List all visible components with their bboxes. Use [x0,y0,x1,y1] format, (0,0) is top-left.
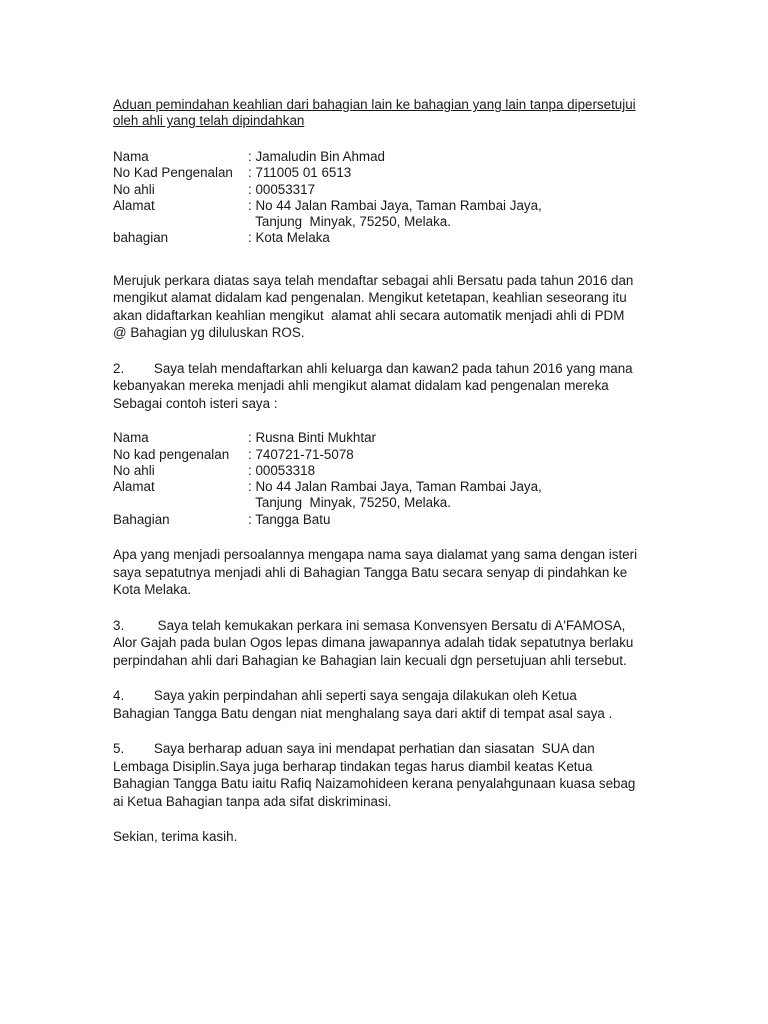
paragraph-line: perpindahan ahli dari Bahagian ke Bahagian lain kecuali dgn persetujuan ahli tersebut. [113,652,627,668]
paragraph-intro [113,272,713,342]
paragraph-line: ai Ketua Bahagian tanpa ada sifat diskriminasi. [113,793,392,809]
detail-label: Alamat [113,197,155,213]
detail-value: Tanjung Minyak, 75250, Melaka. [248,214,451,230]
paragraph-3 [113,617,713,670]
detail-value: : 00053318 [248,462,316,478]
detail-label: No ahli [113,181,155,197]
paragraph-line: kebanyakan mereka menjadi ahli mengikut alamat didalam kad pengenalan mereka [113,378,609,394]
detail-row-address [113,198,713,214]
letter-title [113,97,713,129]
paragraph-2 [113,360,713,413]
detail-label: Alamat [113,479,155,495]
detail-label: Nama [113,149,149,164]
detail-value: : 00053317 [248,181,316,197]
letter-page [113,97,713,846]
detail-label: No kad pengenalan [113,446,230,462]
detail-label: Nama [113,430,149,446]
paragraph-line: Bahagian Tangga Batu dengan niat menghalang saya dari aktif di tempat asal saya . [113,705,613,721]
paragraph-line: Apa yang menjadi persoalannya mengapa nama saya dialamat yang sama dengan isteri [113,547,638,563]
paragraph-line: Sebagai contoh isteri saya : [113,395,278,411]
detail-row-address [113,479,713,495]
detail-row-member-no [113,463,713,479]
paragraph-line: Bahagian Tangga Batu iaitu Rafiq Naizamohideen kerana penyalahgunaan kuasa sebag [113,776,636,792]
paragraph-line: Alor Gajah pada bulan Ogos lepas dimana jawapannya adalah tidak sepatutnya berlaku [113,635,634,651]
paragraph-5 [113,740,713,810]
detail-value: : No 44 Jalan Rambai Jaya, Taman Rambai Jaya, [248,479,542,495]
detail-row-address-cont [113,495,713,511]
detail-value: : Kota Melaka [248,230,330,246]
detail-label: No Kad Pengenalan [113,165,233,181]
paragraph-line: Kota Melaka. [113,582,192,598]
paragraph-line: 5. Saya berharap aduan saya ini mendapat perhatian dan siasatan SUA dan [113,741,595,757]
detail-label: Bahagian [113,511,170,527]
paragraph-line: 4. Saya yakin perpindahan ahli seperti saya sengaja dilakukan oleh Ketua [113,688,577,704]
detail-value: : 740721-71-5078 [248,446,354,462]
title-line: oleh ahli yang telah dipindahkan [113,113,305,128]
paragraph-line: 2. Saya telah mendaftarkan ahli keluarga dan kawan2 pada tahun 2016 yang mana [113,360,633,376]
paragraph-line: akan didaftarkan keahlian mengikut alamat ahli secara automatik menjadi ahli di PDM [113,307,625,323]
paragraph-line: Lembaga Disiplin.Saya juga berharap tindakan tegas harus diambil keatas Ketua [113,758,593,774]
detail-value: : Rusna Binti Mukhtar [248,430,377,446]
detail-label: bahagian [113,230,169,246]
paragraph-line: mengikut alamat didalam kad pengenalan. Mengikut ketetapan, keahlian seseorang itu [113,290,627,306]
detail-label: No ahli [113,462,155,478]
detail-row-ic [113,165,713,181]
detail-row-name [113,430,713,446]
closing [113,828,713,846]
paragraph-line: @ Bahagian yg diluluskan ROS. [113,325,305,341]
closing-line: Sekian, terima kasih. [113,829,238,845]
detail-row-division [113,230,713,246]
paragraph-line: 3. Saya telah kemukakan perkara ini semasa Konvensyen Bersatu di A'FAMOSA, [113,617,626,633]
title-line: Aduan pemindahan keahlian dari bahagian lain ke bahagian yang lain tanpa dipersetujui [113,97,636,112]
detail-row-division [113,512,713,528]
paragraph-line: saya sepatutnya menjadi ahli di Bahagian Tangga Batu secara senyap di pindahkan ke [113,564,628,580]
detail-row-name [113,149,713,165]
member1-details [113,149,713,247]
detail-value: : Tangga Batu [248,511,331,527]
detail-value: : No 44 Jalan Rambai Jaya, Taman Rambai Jaya, [248,197,542,213]
detail-value: : 711005 01 6513 [248,165,352,181]
detail-value: Tanjung Minyak, 75250, Melaka. [248,495,451,511]
detail-row-address-cont [113,214,713,230]
paragraph-question [113,546,713,599]
paragraph-4 [113,687,713,722]
detail-value: : Jamaludin Bin Ahmad [248,149,385,164]
paragraph-line: Merujuk perkara diatas saya telah mendaftar sebagai ahli Bersatu pada tahun 2016 dan [113,272,634,288]
detail-row-member-no [113,182,713,198]
detail-row-ic [113,447,713,463]
member2-details [113,430,713,528]
